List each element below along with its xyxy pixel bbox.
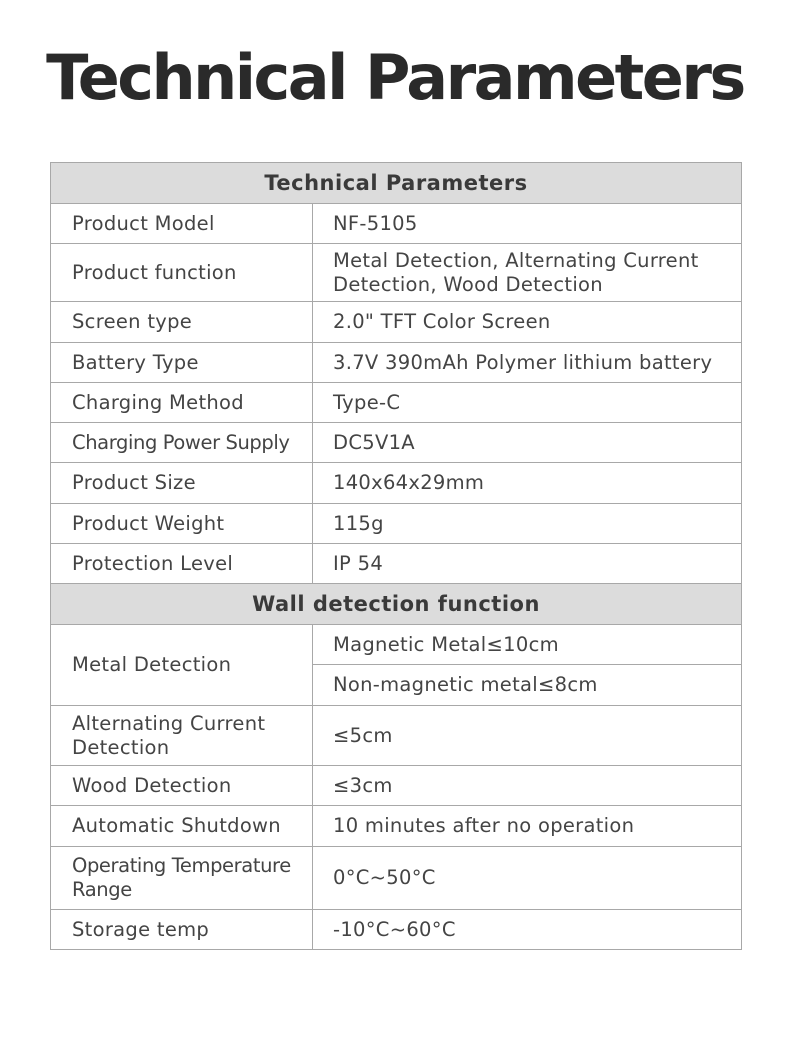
row-value: 3.7V 390mAh Polymer lithium battery [313, 343, 742, 383]
row-value: 140x64x29mm [313, 463, 742, 504]
table-row [51, 244, 742, 302]
section-header-row [51, 584, 742, 625]
table-row [51, 204, 742, 244]
row-label: Product Model [51, 204, 313, 244]
row-label: Alternating Current Detection [51, 706, 313, 766]
row-value: 10 minutes after no operation [313, 806, 742, 847]
table-row [51, 383, 742, 423]
row-label: Charging Method [51, 383, 313, 423]
row-label: Battery Type [51, 343, 313, 383]
row-label: Charging Power Supply [51, 423, 313, 463]
row-value: DC5V1A [313, 423, 742, 463]
row-value: Metal Detection, Alternating Current Detection, Wood Detection [313, 244, 742, 302]
table-row [51, 343, 742, 383]
section-header-row [51, 163, 742, 204]
table-row [51, 302, 742, 343]
row-value: ≤5cm [313, 706, 742, 766]
table-row [51, 463, 742, 504]
row-label: Screen type [51, 302, 313, 343]
table-row [51, 706, 742, 766]
table-row [51, 544, 742, 584]
row-label-metal-detection: Metal Detection [51, 625, 313, 706]
row-value-non-magnetic: Non-magnetic metal≤8cm [313, 665, 742, 706]
row-value: Type-C [313, 383, 742, 423]
table-row [51, 910, 742, 950]
table-row [51, 847, 742, 910]
row-value: ≤3cm [313, 766, 742, 806]
row-label: Product function [51, 244, 313, 302]
row-label: Wood Detection [51, 766, 313, 806]
row-label: Product Size [51, 463, 313, 504]
table-row [51, 625, 742, 665]
spec-table [50, 162, 742, 950]
row-value: 115g [313, 504, 742, 544]
section-header-wall: Wall detection function [51, 584, 742, 625]
row-value: IP 54 [313, 544, 742, 584]
row-value: -10°C~60°C [313, 910, 742, 950]
table-row [51, 423, 742, 463]
row-label: Protection Level [51, 544, 313, 584]
row-value: 2.0" TFT Color Screen [313, 302, 742, 343]
row-value: 0°C~50°C [313, 847, 742, 910]
section-header-technical: Technical Parameters [51, 163, 742, 204]
table-row [51, 806, 742, 847]
row-value: NF-5105 [313, 204, 742, 244]
page-title: Technical Parameters [46, 41, 744, 114]
row-label: Product Weight [51, 504, 313, 544]
row-label: Operating Temperature Range [51, 847, 313, 910]
table-row [51, 504, 742, 544]
row-value-magnetic: Magnetic Metal≤10cm [313, 625, 742, 665]
row-label: Storage temp [51, 910, 313, 950]
table-row [51, 766, 742, 806]
row-label: Automatic Shutdown [51, 806, 313, 847]
